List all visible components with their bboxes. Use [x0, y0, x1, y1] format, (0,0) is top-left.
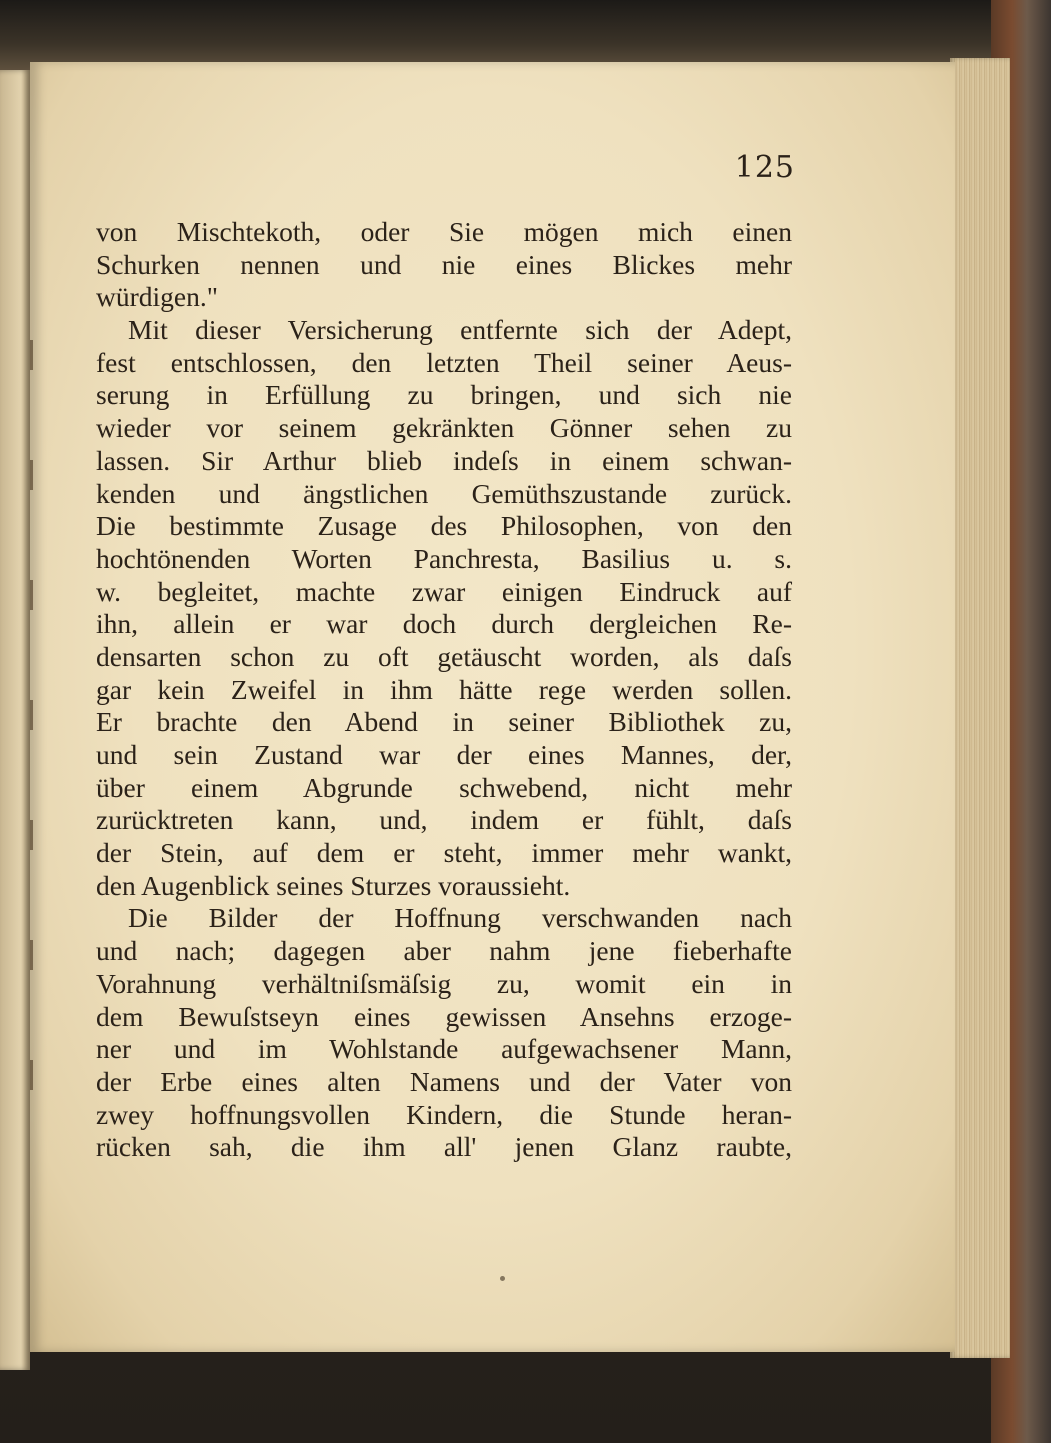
body-text	[96, 216, 792, 1164]
text-line: Die bestimmte Zusage des Philosophen, von den	[96, 510, 792, 542]
text-line: ihn, allein er war doch durch dergleichen Re-	[96, 608, 792, 640]
text-line: ner und im Wohlstande aufgewachsener Mann,	[96, 1033, 792, 1065]
text-line: wieder vor seinem gekränkten Gönner sehen zu	[96, 412, 792, 444]
text-line: der Erbe eines alten Namens und der Vater von	[96, 1065, 792, 1097]
text-line: und sein Zustand war der eines Mannes, der,	[96, 739, 792, 770]
text-line: Die Bilder der Hoffnung verschwanden nach	[128, 902, 792, 934]
text-line: Schurken nennen und nie eines Blickes mehr	[96, 248, 792, 280]
stacked-page-edges	[950, 58, 1010, 1358]
text-line: rücken sah, die ihm all' jenen Glanz raubte,	[96, 1131, 792, 1163]
text-line: lassen. Sir Arthur blieb indeſs in einem schwan-	[96, 444, 792, 476]
text-line: serung in Erfüllung zu bringen, und sich nie	[96, 379, 792, 411]
text-line: fest entschlossen, den letzten Theil seiner Aeus-	[96, 346, 792, 378]
gutter-marks	[30, 300, 33, 1100]
text-line: w. begleitet, machte zwar einigen Eindruck auf	[96, 575, 792, 607]
text-line: der Stein, auf dem er steht, immer mehr wankt,	[96, 837, 792, 869]
text-line: von Mischtekoth, oder Sie mögen mich einen	[96, 216, 792, 247]
text-line: kenden und ängstlichen Gemüthszustande zurück.	[96, 477, 792, 509]
text-line: Er brachte den Abend in seiner Bibliothek zu,	[96, 706, 792, 738]
text-line: Vorahnung verhältniſsmäſsig zu, womit ein in	[96, 967, 792, 999]
text-line: Mit dieser Versicherung entfernte sich der Adept,	[128, 314, 792, 346]
previous-page-sliver	[0, 70, 30, 1370]
page-number: 125	[734, 150, 795, 185]
text-line: über einem Abgrunde schwebend, nicht mehr	[96, 771, 792, 803]
text-line: zurücktreten kann, und, indem er fühlt, daſs	[96, 804, 792, 836]
text-line: und nach; dagegen aber nahm jene fieberhafte	[96, 935, 792, 967]
text-line: densarten schon zu oft getäuscht worden, als daſs	[96, 640, 792, 672]
text-line: würdigen."	[96, 281, 218, 313]
text-line: den Augenblick seines Sturzes voraussieht.	[96, 869, 571, 901]
ink-spot	[500, 1276, 505, 1281]
text-line: dem Bewuſstseyn eines gewissen Ansehns erzoge-	[96, 1000, 792, 1032]
text-line: gar kein Zweifel in ihm hätte rege werden sollen.	[96, 673, 792, 705]
text-line: hochtönenden Worten Panchresta, Basilius u. s.	[96, 542, 792, 574]
text-line: zwey hoffnungsvollen Kindern, die Stunde heran-	[96, 1098, 792, 1130]
